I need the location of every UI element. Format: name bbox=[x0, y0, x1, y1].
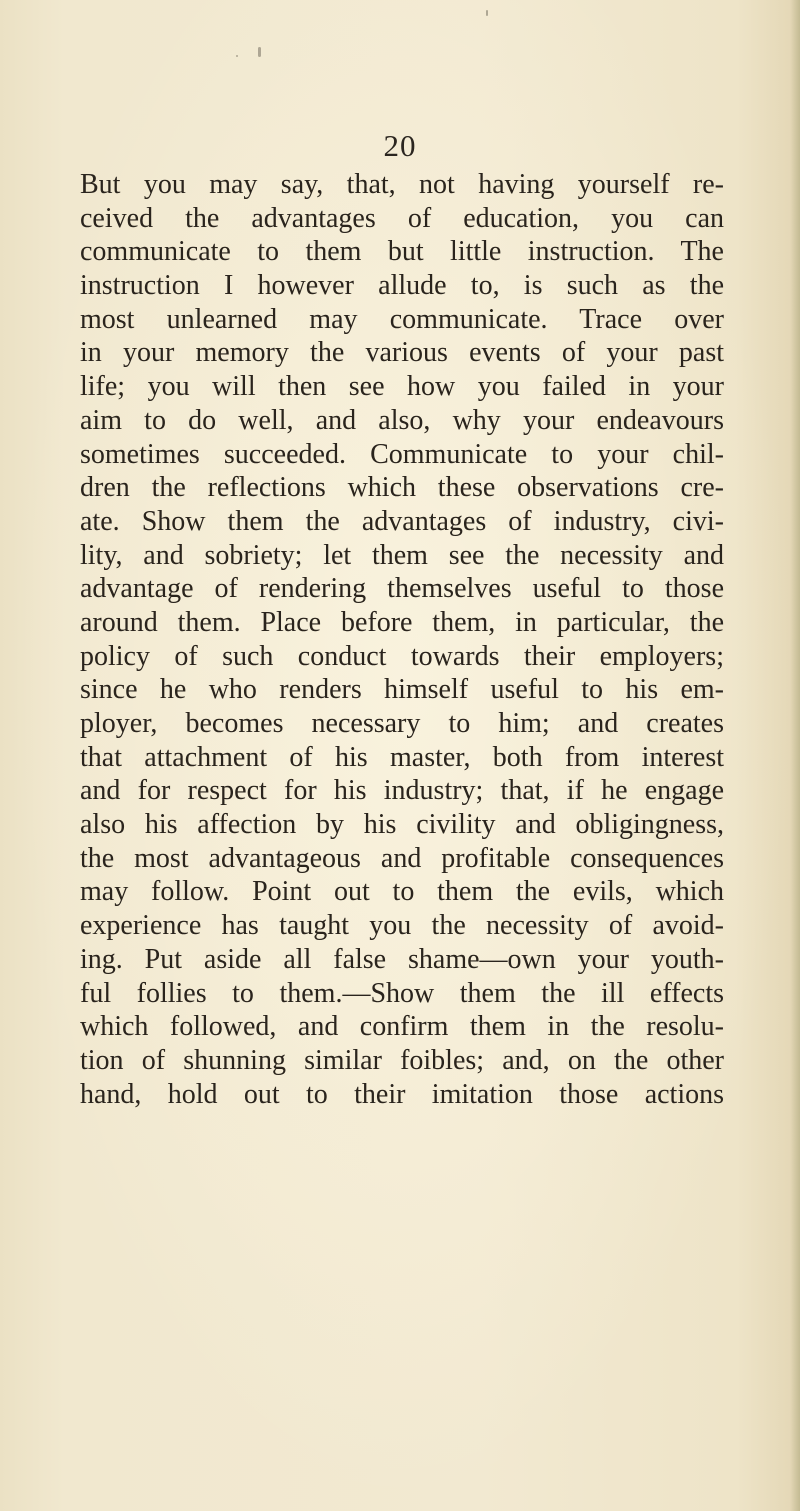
text-line: tion of shunning similar foibles; and, on the other bbox=[80, 1044, 724, 1076]
body-text bbox=[80, 168, 724, 1111]
text-line: since he who renders himself useful to his em- bbox=[80, 674, 724, 706]
page-number: 20 bbox=[383, 128, 417, 163]
text-line: may follow. Point out to them the evils, which bbox=[80, 876, 724, 908]
text-line: in your memory the various events of your past bbox=[80, 337, 724, 369]
ink-speck bbox=[236, 55, 238, 57]
ink-speck bbox=[258, 47, 261, 57]
page-edge-shadow bbox=[790, 0, 800, 1511]
text-line: and for respect for his industry; that, if he engage bbox=[80, 775, 724, 807]
text-line: ing. Put aside all false shame—own your youth- bbox=[80, 943, 724, 975]
ink-speck bbox=[486, 10, 488, 16]
text-line: around them. Place before them, in particular, the bbox=[80, 606, 724, 638]
text-line: communicate to them but little instruction. The bbox=[80, 236, 724, 268]
text-line: that attachment of his master, both from interest bbox=[80, 741, 724, 773]
text-line: the most advantageous and profitable consequences bbox=[80, 842, 724, 874]
text-line: also his affection by his civility and obligingness, bbox=[80, 809, 724, 841]
text-line: instruction I however allude to, is such as the bbox=[80, 270, 724, 302]
text-line: ful follies to them.—Show them the ill effects bbox=[80, 977, 724, 1009]
text-line: which followed, and confirm them in the resolu- bbox=[80, 1011, 724, 1043]
text-line: But you may say, that, not having yourself re- bbox=[80, 169, 724, 200]
text-line: aim to do well, and also, why your endeavours bbox=[80, 404, 724, 436]
text-line: ate. Show them the advantages of industry, civi- bbox=[80, 505, 724, 537]
text-line: experience has taught you the necessity of avoid- bbox=[80, 910, 724, 942]
text-line: life; you will then see how you failed in your bbox=[80, 371, 724, 403]
text-line: hand, hold out to their imitation those actions bbox=[80, 1078, 724, 1110]
text-line: dren the reflections which these observations cre- bbox=[80, 472, 724, 504]
text-line: policy of such conduct towards their employers; bbox=[80, 640, 724, 672]
text-line: most unlearned may communicate. Trace over bbox=[80, 303, 724, 335]
text-line: lity, and sobriety; let them see the necessity and bbox=[80, 539, 724, 571]
text-line: advantage of rendering themselves useful to those bbox=[80, 573, 724, 605]
text-line: ployer, becomes necessary to him; and creates bbox=[80, 708, 724, 739]
text-line: ceived the advantages of education, you can bbox=[80, 202, 724, 234]
text-line: sometimes succeeded. Communicate to your chil- bbox=[80, 438, 724, 470]
